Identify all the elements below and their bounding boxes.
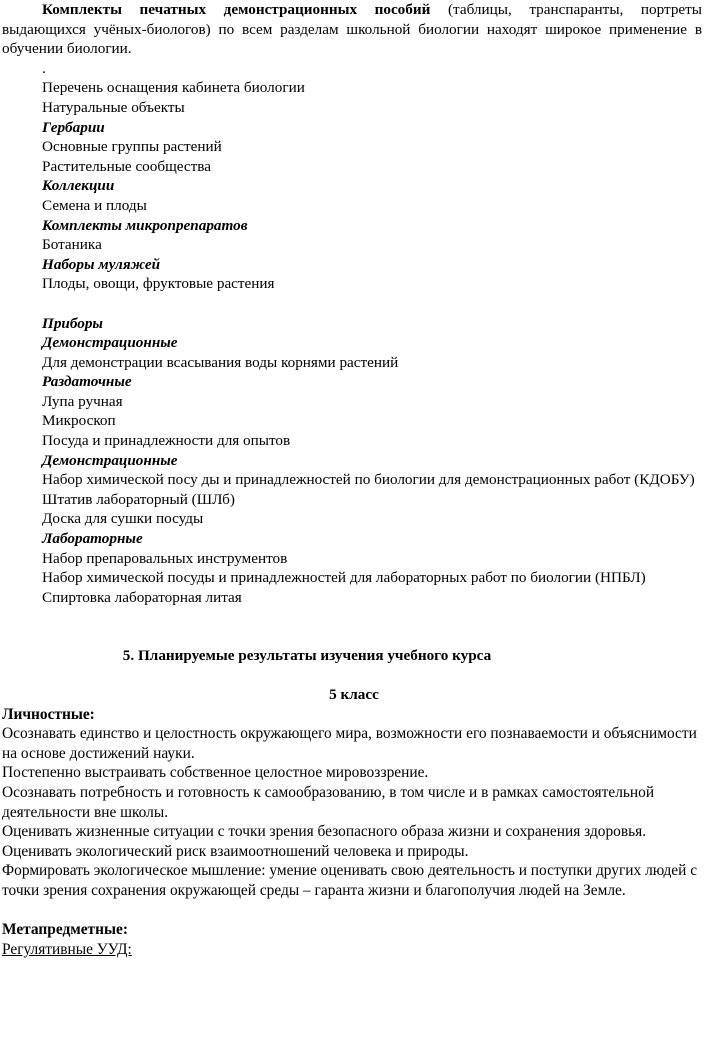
result-item: Осознавать потребность и готовность к самообразованию, в том числе и в рамках самостоятельной деятельности вне школы.	[2, 783, 655, 821]
list-item: Растительные сообщества	[42, 157, 212, 175]
list-item: Перечень оснащения кабинета биологии	[42, 79, 305, 97]
personal-heading: Личностные:	[2, 705, 95, 723]
list-item: Для демонстрации всасывания воды корнями растений	[42, 353, 399, 371]
intro-paragraph	[2, 0, 702, 59]
intro-bold-lead: Комплекты печатных демонстрационных пособий	[42, 1, 431, 18]
regulatory-heading: Регулятивные УУД:	[2, 940, 132, 958]
result-item: Оценивать жизненные ситуации с точки зрения безопасного образа жизни и сохранения здоровья.	[2, 823, 647, 841]
list-item: Спиртовка лабораторная литая	[42, 588, 242, 606]
intro-rest: (таблицы, транспаранты, портреты выдающихся учёных-биологов) по всем разделам школьной биологии находят широкое применение в обучении биологии.	[2, 1, 702, 58]
subsection-heading: Коллекции	[42, 177, 115, 195]
stray-dot: .	[42, 59, 46, 77]
list-item: Плоды, овощи, фруктовые растения	[42, 275, 275, 293]
result-item: Формировать экологическое мышление: умение оценивать свою деятельность и поступки других людей с точки зрения сохранения окружающей среды – гаранта жизни и благополучия людей на Земле.	[2, 862, 698, 899]
list-item: Натуральные объекты	[42, 98, 185, 116]
subsection-heading: Комплекты микропрепаратов	[42, 216, 248, 234]
spacer	[2, 294, 702, 314]
spacer	[2, 607, 702, 646]
list-item: Основные группы растений	[42, 138, 222, 156]
grade-heading: 5 класс	[329, 686, 379, 703]
list-item: Посуда и принадлежности для опытов	[42, 432, 291, 450]
personal-items	[2, 724, 702, 900]
list-item: Штатив лабораторный (ШЛб)	[42, 490, 235, 508]
list-item: Семена и плоды	[42, 196, 147, 214]
personal-results	[2, 705, 702, 960]
subsection-heading: Приборы	[42, 314, 103, 332]
subsection-heading: Гербарии	[42, 118, 105, 136]
section-title: 5. Планируемые результаты изучения учебного курса	[122, 647, 492, 665]
result-item: Оценивать экологический риск взаимоотношений человека и природы.	[2, 842, 469, 860]
list-item: Микроскоп	[42, 412, 116, 430]
list-item: Набор химической посу ды и принадлежностей по биологии для демонстрационных работ (КДОБУ)	[42, 471, 695, 489]
list-item: Набор химической посуды и принадлежностей для лабораторных работ по биологии (НПБЛ)	[42, 569, 646, 587]
subsection-heading: Демонстрационные	[42, 334, 178, 352]
equipment-list	[2, 78, 702, 607]
list-item: Доска для сушки посуды	[42, 510, 204, 528]
spacer	[2, 901, 702, 921]
subsection-heading: Демонстрационные	[42, 451, 178, 469]
result-item: Осознавать единство и целостность окружающего мира, возможности его познаваемости и объяснимости на основе достижений науки.	[2, 725, 697, 762]
list-item: Лупа ручная	[42, 392, 123, 410]
list-item: Ботаника	[42, 236, 102, 254]
meta-heading: Метапредметные:	[2, 921, 128, 939]
result-item: Постепенно выстраивать собственное целостное мировоззрение.	[2, 764, 429, 782]
subsection-heading: Раздаточные	[42, 373, 132, 391]
subsection-heading: Наборы муляжей	[42, 255, 161, 273]
list-item: Набор препаровальных инструментов	[42, 549, 288, 567]
subsection-heading: Лабораторные	[42, 530, 143, 548]
